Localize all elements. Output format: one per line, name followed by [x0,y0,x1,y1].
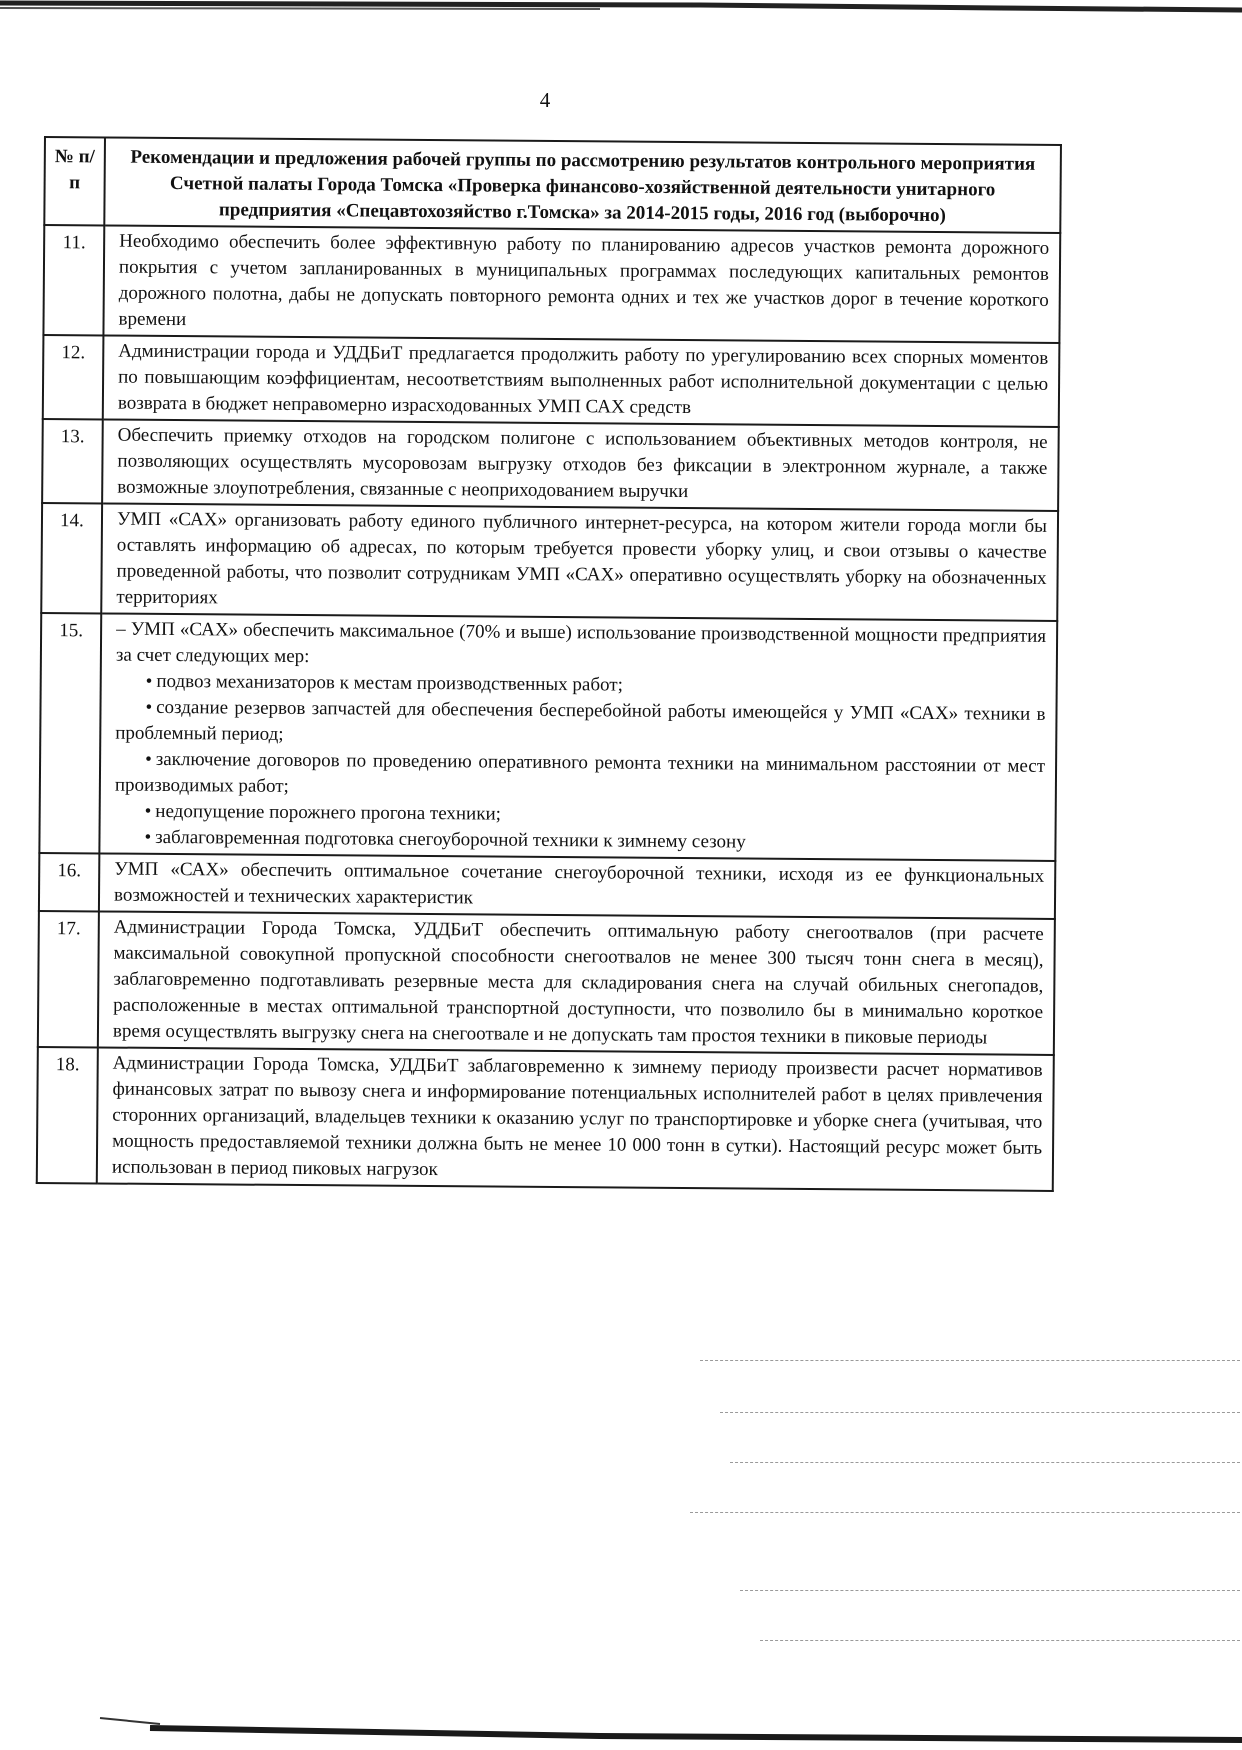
list-item: • создание резервов запчастей для обеспечения бесперебойной работы имеющейся у УМП «САХ» техники в проблемный период; [115,695,1045,754]
row-number: 14. [41,503,102,613]
table-header-row [44,137,1061,233]
table-row [43,335,1060,427]
scan-edge-top [0,0,1242,14]
scan-noise-line [720,1412,1240,1413]
recommendations-table [36,136,1062,1192]
table-row [39,613,1057,861]
list-item: • подвоз механизаторов к местам производственных работ; [116,669,1046,702]
scan-noise-line [730,1462,1240,1463]
list-item: • недопущение порожнего прогона техники; [115,799,1045,832]
row-number: 15. [39,613,101,853]
header-title: Рекомендации и предложения рабочей группы по рассмотрению результатов контрольного мероприятия Счетной палаты Города Томска «Проверка финансово-хозяйственной деятельности унитарного предприятия «Спецавтохозяйство г.Томска» за 2014-2015 годы, 2016 год (выборочно) [104,137,1061,233]
page-number: 4 [539,88,551,112]
table-row [37,1047,1054,1191]
scan-noise-line [760,1640,1240,1641]
scan-edge-bottom [0,1710,1242,1750]
table-row [39,853,1055,919]
table-row [38,911,1055,1055]
scan-noise-line [690,1512,1240,1513]
header-num: № п/п [44,137,105,225]
row-text: Обеспечить приемку отходов на городском полигоне с использованием объективных методов контроля, не позволяющих осуществлять мусоровозам выгрузку отходов без фиксации в электронном журнале, а также возможные злоупотребления, связанные с неоприходованием выручки [102,419,1059,511]
row-text: Необходимо обеспечить более эффективную работу по планированию адресов участков ремонта дорожного покрытия с учетом запланированных в муниципальных программах последующих капитальных ремонтов дорожного полотна, дабы не допускать повторного ремонта одних и тех же участков дорог в течение короткого времени [103,225,1060,343]
row-number: 12. [43,335,104,419]
row-number: 13. [42,419,103,503]
row-text: УМП «САХ» организовать работу единого публичного интернет-ресурса, на котором жители города могли бы оставлять информацию об адресах, по которым требуется провести уборку улиц, и свои отзывы о качестве проведенной работы, что позволит сотрудникам УМП «САХ» оперативно осуществлять уборку на обозначенных территориях [101,503,1058,621]
row-number: 17. [38,911,99,1047]
scan-noise-line [700,1360,1240,1361]
list-item: • заключение договоров по проведению оперативного ремонта техники на минимальном расстоянии от мест производимых работ; [115,747,1045,806]
row-text: Администрации Города Томска, УДДБиТ заблаговременно к зимнему периоду произвести расчет нормативов финансовых затрат по вывозу снега и информирование потенциальных исполнителей работ в целях привлечения сторонних организаций, владельцев техники к оказанию услуг по транспортировке и уборке снега (учитывая, что мощность предоставляемой техники должна быть не менее 10 000 тонн в сутки). Настоящий ресурс может быть использован в период пиковых нагрузок [97,1047,1054,1191]
row-number: 11. [43,225,104,335]
row-text: Администрации Города Томска, УДДБиТ обеспечить оптимальную работу снегоотвалов (при расчете максимальной совокупной пропускной способности снегоотвалов не менее 300 тысяч тонн снега в месяц), заблаговременно подготавливать резервные места для складирования снега на случай обильных снегопадов, расположенные в местах оптимальной транспортной доступности, что позволило бы в минимально короткое время осуществлять выгрузку снега на снегоотвале и не допускать там простоя техники в пиковые периоды [98,911,1055,1055]
row-content [99,613,1057,861]
row-text: УМП «САХ» обеспечить оптимальное сочетание снегоуборочной техники, исходя из ее функциональных возможностей и технических характеристик [99,853,1055,919]
table-row [43,225,1060,343]
list-item: • заблаговременная подготовка снегоуборочной техники к зимнему сезону [114,825,1044,858]
row-number: 16. [39,853,99,911]
row-text: Администрации города и УДДБиТ предлагается продолжить работу по урегулированию всех спорных моментов по повышающим коэффициентам, несоответствиям выполненных работ исполнительной документации с целью возврата в бюджет неправомерно израсходованных УМП САХ средств [103,335,1060,427]
row-number: 18. [37,1047,98,1183]
measures-list [114,669,1045,858]
table-row [41,503,1058,621]
row-intro: – УМП «САХ» обеспечить максимальное (70% и выше) использование производственной мощности предприятия за счет следующих мер: [115,618,1047,668]
table-row [42,419,1059,511]
scan-noise-line [740,1590,1240,1591]
